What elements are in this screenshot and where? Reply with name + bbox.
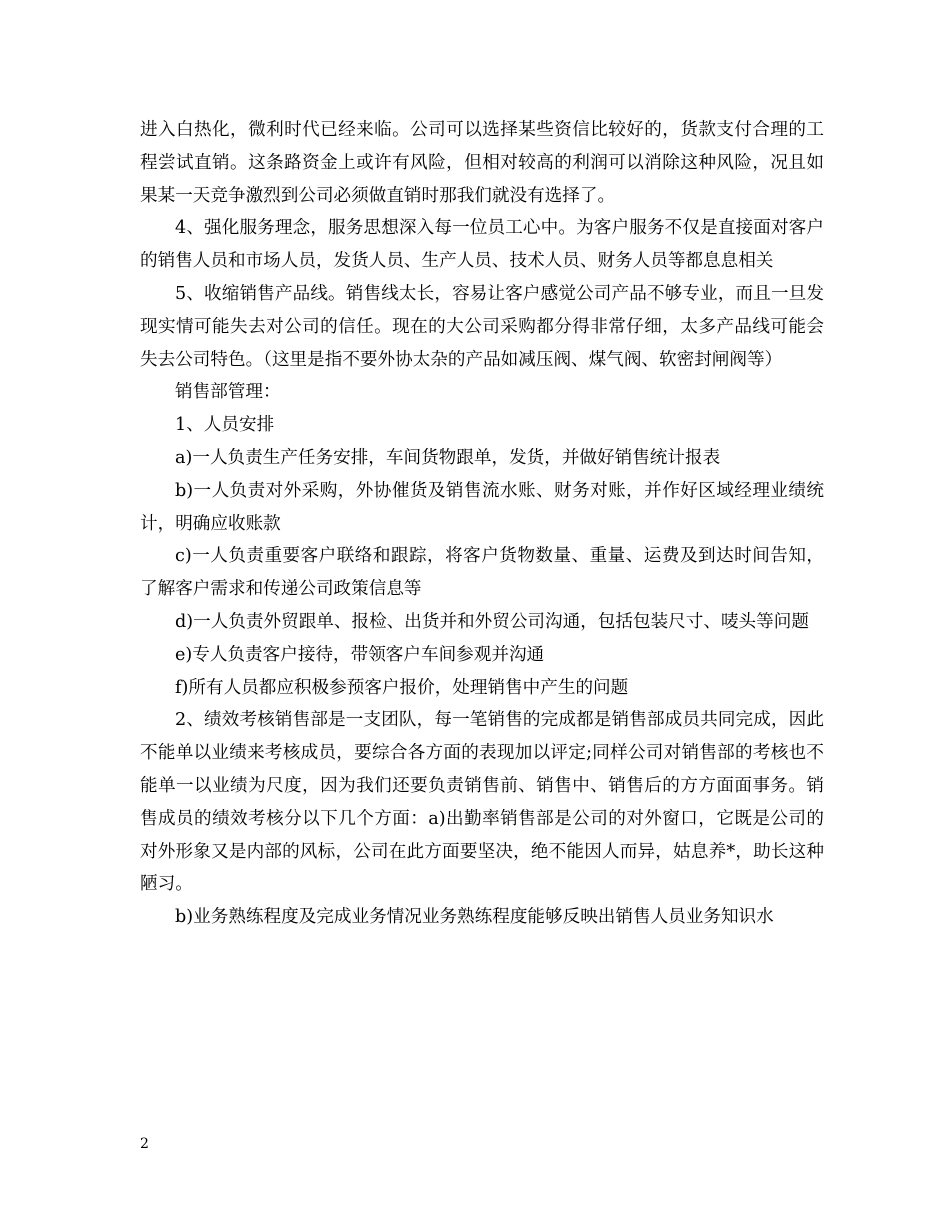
paragraph-continuation: 进入白热化，微利时代已经来临。公司可以选择某些资信比较好的，货款支付合理的工程尝试直销。这条路资金上或许有风险，但相对较高的利润可以消除这种风险，况且如果某一天竞争激烈到公司必须做直销时那我们就没有选择了。 bbox=[140, 120, 824, 206]
paragraph-item-4: 4、强化服务理念，服务思想深入每一位员工心中。为客户服务不仅是直接面对客户的销售人员和市场人员，发货人员、生产人员、技术人员、财务人员等都息息相关 bbox=[140, 218, 824, 272]
list-item-f: f)所有人员都应积极参预客户报价，处理销售中产生的问题 bbox=[175, 677, 629, 698]
section-heading-sales-management: 销售部管理： bbox=[175, 382, 281, 403]
paragraph-business-proficiency: b)业务熟练程度及完成业务情况业务熟练程度能够反映出销售人员业务知识水 bbox=[175, 907, 774, 928]
list-item-d: d)一人负责外贸跟单、报检、出货并和外贸公司沟通，包括包装尺寸、唛头等问题 bbox=[175, 611, 809, 632]
document-body bbox=[140, 114, 824, 934]
list-item-c: c)一人负责重要客户联络和跟踪，将客户货物数量、重量、运费及到达时间告知，了解客户需求和传递公司政策信息等 bbox=[140, 546, 824, 600]
page-number: 2 bbox=[140, 1136, 149, 1152]
subheading-staffing: 1、人员安排 bbox=[175, 415, 275, 436]
list-item-e: e)专人负责客户接待，带领客户车间参观并沟通 bbox=[175, 644, 545, 665]
list-item-b: b)一人负责对外采购，外协催货及销售流水账、财务对账，并作好区域经理业绩统计，明确应收账款 bbox=[140, 480, 824, 534]
list-item-a: a)一人负责生产任务安排，车间货物跟单，发货，并做好销售统计报表 bbox=[175, 447, 721, 468]
paragraph-performance-review: 2、绩效考核销售部是一支团队，每一笔销售的完成都是销售部成员共同完成，因此不能单以业绩来考核成员，要综合各方面的表现加以评定;同样公司对销售部的考核也不能单一以业绩为尺度，因为我们还要负责销售前、销售中、销售后的方方面面事务。销售成员的绩效考核分以下几个方面：a)出勤率销售部是公司的对外窗口，它既是公司的对外形象又是内部的风标，公司在此方面要坚决，绝不能因人而异，姑息养*，助长这种陋习。 bbox=[140, 710, 824, 895]
paragraph-item-5: 5、收缩销售产品线。销售线太长，容易让客户感觉公司产品不够专业，而且一旦发现实情可能失去对公司的信任。现在的大公司采购都分得非常仔细，太多产品线可能会失去公司特色。（这里是指不要外协太杂的产品如减压阀、煤气阀、软密封闸阀等） bbox=[140, 283, 824, 370]
